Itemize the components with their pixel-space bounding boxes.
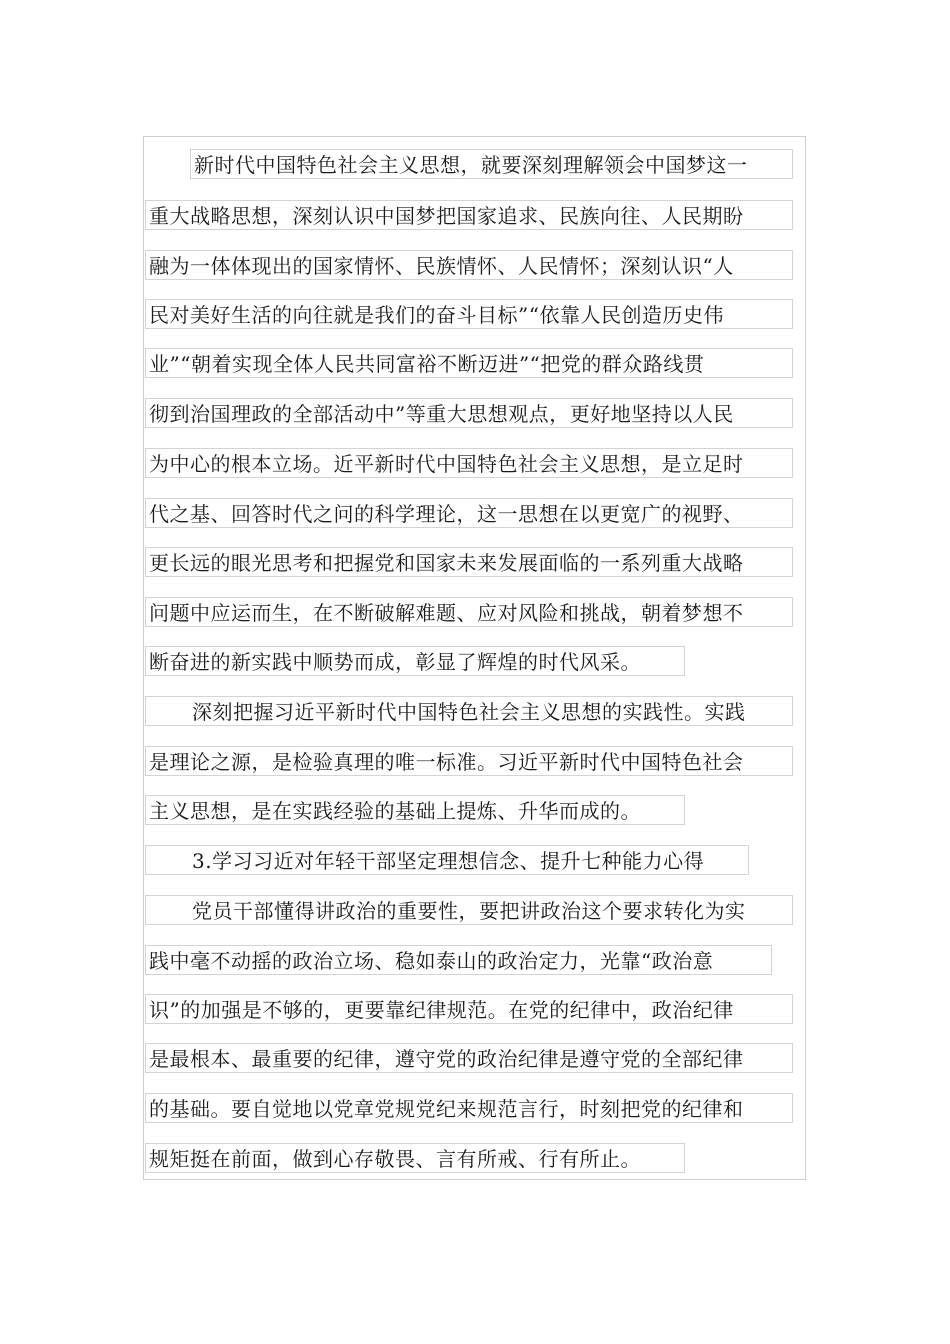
text-line: 断奋进的新实践中顺势而成，彰显了辉煌的时代风采。	[145, 646, 685, 676]
text-line: 民对美好生活的向往就是我们的奋斗目标”“依靠人民创造历史伟	[145, 299, 793, 329]
text-line: 为中心的根本立场。近平新时代中国特色社会主义思想，是立足时	[145, 448, 793, 478]
text-line: 的基础。要自觉地以党章党规党纪来规范言行，时刻把党的纪律和	[145, 1093, 793, 1123]
text-line: 是最根本、最重要的纪律，遵守党的政治纪律是遵守党的全部纪律	[145, 1043, 793, 1073]
text-line: 彻到治国理政的全部活动中”等重大思想观点，更好地坚持以人民	[145, 398, 793, 428]
text-line: 是理论之源，是检验真理的唯一标准。习近平新时代中国特色社会	[145, 746, 793, 776]
text-line: 规矩挺在前面，做到心存敬畏、言有所戒、行有所止。	[145, 1143, 685, 1173]
text-line: 业”“朝着实现全体人民共同富裕不断迈进”“把党的群众路线贯	[145, 348, 793, 378]
text-line: 党员干部懂得讲政治的重要性，要把讲政治这个要求转化为实	[145, 895, 793, 925]
text-line: 重大战略思想，深刻认识中国梦把国家追求、民族向往、人民期盼	[145, 200, 793, 230]
text-line: 融为一体体现出的国家情怀、民族情怀、人民情怀；深刻认识“人	[145, 250, 793, 280]
text-line: 深刻把握习近平新时代中国特色社会主义思想的实践性。实践	[145, 696, 793, 726]
text-line: 问题中应运而生，在不断破解难题、应对风险和挑战，朝着梦想不	[145, 597, 793, 627]
text-line: 新时代中国特色社会主义思想，就要深刻理解领会中国梦这一	[190, 149, 793, 179]
section-heading: 3.学习习近对年轻干部坚定理想信念、提升七种能力心得	[145, 845, 749, 875]
text-line: 践中毫不动摇的政治立场、稳如泰山的政治定力，光靠“政治意	[145, 945, 772, 975]
text-line: 代之基、回答时代之问的科学理论，这一思想在以更宽广的视野、	[145, 498, 793, 528]
text-line: 识”的加强是不够的，更要靠纪律规范。在党的纪律中，政治纪律	[145, 994, 793, 1024]
text-line: 主义思想，是在实践经验的基础上提炼、升华而成的。	[145, 795, 685, 825]
text-line: 更长远的眼光思考和把握党和国家未来发展面临的一系列重大战略	[145, 547, 793, 577]
